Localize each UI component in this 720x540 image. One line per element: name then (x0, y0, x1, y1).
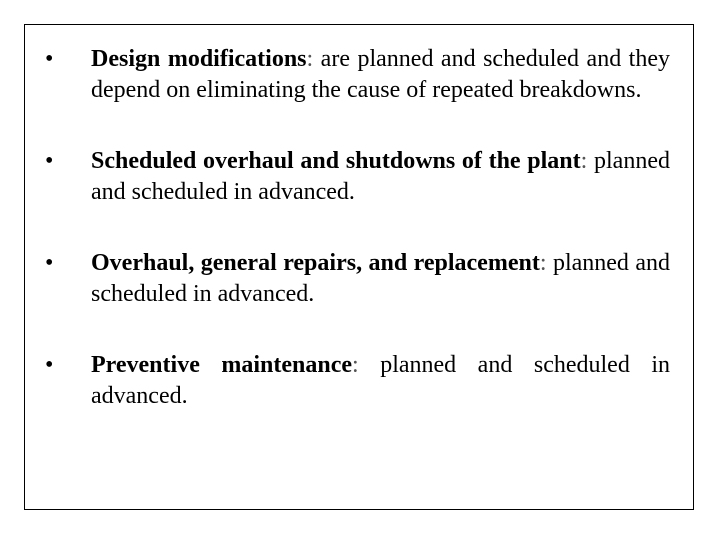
item-description: planned and scheduled in advanced. (91, 250, 671, 307)
item-separator: : (539, 250, 547, 276)
list-item (24, 146, 694, 208)
item-term: Scheduled overhaul and shutdowns of the plant (91, 148, 581, 174)
item-description: planned and scheduled in advanced. (91, 148, 670, 205)
item-separator: : (580, 148, 588, 174)
item-separator: : (306, 46, 314, 72)
list-item (24, 350, 694, 412)
item-term: Preventive maintenance (91, 352, 353, 378)
bullet-icon: • (45, 250, 54, 276)
item-description: planned and scheduled in advanced. (91, 352, 670, 409)
item-separator: : (352, 352, 359, 378)
bullet-icon: • (45, 46, 54, 72)
bullet-icon: • (45, 148, 54, 174)
list-item (24, 248, 694, 310)
item-description: are planned and scheduled and they depend on eliminating the cause of repeated breakdowns. (91, 46, 671, 103)
list-item (24, 44, 694, 106)
bullet-list (24, 44, 694, 412)
item-term: Design modifications (91, 46, 307, 72)
bullet-icon: • (45, 352, 54, 378)
item-term: Overhaul, general repairs, and replacement (91, 250, 540, 276)
